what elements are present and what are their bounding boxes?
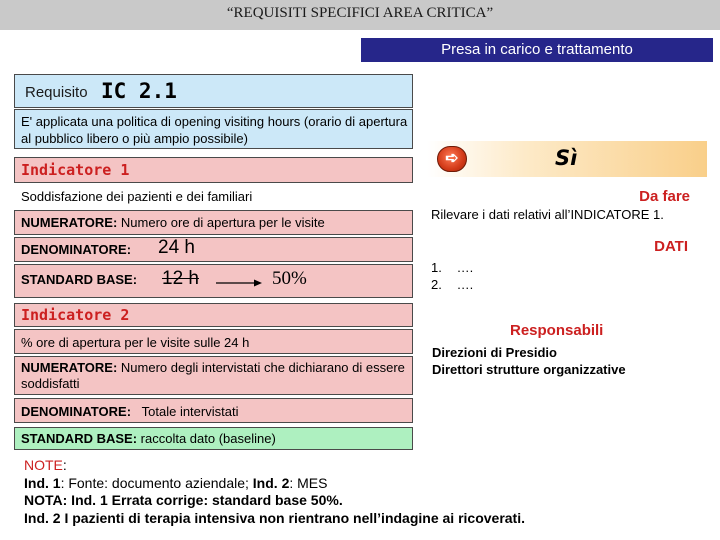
numeratore2 [21, 360, 409, 392]
answer-text: Sì [555, 146, 578, 170]
note-label: NOTE [24, 457, 63, 473]
standard1-label: STANDARD BASE: [21, 272, 138, 287]
list-item [431, 276, 473, 293]
list-item-number: 1. [431, 260, 442, 275]
numeratore1-text: Numero ore di apertura per le visite [120, 215, 325, 230]
document-title: “REQUISITI SPECIFICI AREA CRITICA” [226, 5, 494, 21]
denominatore2-text: Totale intervistati [141, 404, 239, 419]
arrow-right-icon [216, 278, 262, 288]
denominatore2-label: DENOMINATORE: [21, 404, 132, 419]
requisito-description: E' applicata una politica di opening visiting hours (orario di apertura al pubblico libero o più ampio possibile) [21, 114, 408, 146]
indicatore2-description: % ore di apertura per le visite sulle 24 h [21, 335, 250, 350]
indicatore1-title: Indicatore 1 [21, 161, 130, 179]
note-ind1: Ind. 1 [24, 474, 61, 491]
notes [24, 457, 714, 527]
da-fare-text: Rilevare i dati relativi all’INDICATORE 1. [431, 207, 664, 222]
standard1-new-value: 50% [272, 268, 307, 289]
responsabili-list [432, 344, 626, 378]
note-line-2: NOTA: Ind. 1 Errata corrige: standard base 50%. [24, 492, 343, 508]
responsabili-line: Direttori strutture organizzative [432, 362, 626, 377]
dati-title: DATI [654, 238, 688, 255]
requisito-code: IC 2.1 [101, 79, 177, 103]
denominatore1-label: DENOMINATORE: [21, 242, 132, 257]
list-item [431, 259, 473, 276]
numeratore2-label: NUMERATORE: [21, 360, 118, 375]
numeratore1 [21, 215, 325, 230]
note-line-1 [24, 475, 714, 493]
note-heading [24, 457, 714, 475]
list-item-text: …. [456, 277, 474, 292]
standard2-text: raccolta dato (baseline) [140, 431, 276, 446]
list-item-number: 2. [431, 277, 442, 292]
section-banner: Presa in carico e trattamento [361, 38, 713, 62]
note-colon: : [62, 457, 67, 473]
arrow-right-icon[interactable]: ➪ [437, 146, 467, 172]
standard2 [21, 431, 276, 446]
numeratore2-text: Numero degli intervistati che dichiarano di essere soddisfatti [21, 360, 405, 391]
standard2-label: STANDARD BASE: [21, 431, 138, 446]
responsabili-title: Responsabili [510, 322, 604, 339]
denominatore1-value: 24 h [158, 237, 195, 258]
requisito-label: Requisito [25, 84, 88, 101]
denominatore2 [21, 404, 238, 419]
numeratore1-label: NUMERATORE: [21, 215, 118, 230]
dati-list [431, 259, 473, 293]
da-fare-title: Da fare [639, 188, 690, 205]
standard1-old-value: 12 h [162, 268, 199, 289]
responsabili-line: Direzioni di Presidio [432, 345, 557, 360]
indicatore2-title: Indicatore 2 [21, 306, 130, 324]
note-ind2: Ind. 2 [252, 474, 290, 491]
note-line1-rest: : MES [289, 474, 328, 491]
note-line-3: Ind. 2 I pazienti di terapia intensiva non rientrano nell’indagine ai ricoverati. [24, 509, 525, 526]
note-line1-text: : Fonte: documento aziendale; [60, 474, 253, 491]
indicatore1-description: Soddisfazione dei pazienti e dei familiari [21, 189, 253, 204]
list-item-text: …. [456, 260, 474, 275]
